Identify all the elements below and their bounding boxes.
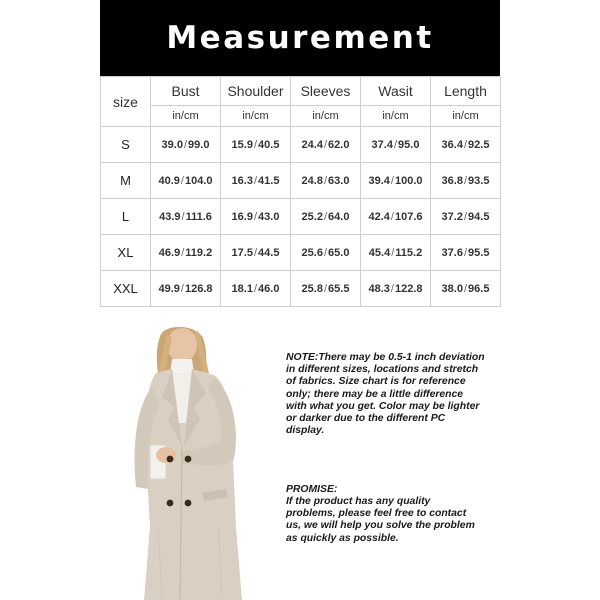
separator: / [253, 282, 258, 295]
separator: / [390, 210, 394, 223]
cm-value: 119.2 [185, 246, 213, 259]
separator: / [323, 138, 328, 151]
inch-value: 18.1 [231, 282, 253, 295]
measurement-cell [151, 271, 221, 307]
column-header-length: Length [431, 77, 501, 106]
separator: / [180, 174, 184, 187]
column-header-sleeves: Sleeves [291, 77, 361, 106]
inch-value: 24.4 [301, 138, 323, 151]
cm-value: 41.5 [258, 174, 280, 187]
size-chart-table [100, 76, 501, 307]
separator: / [393, 138, 398, 151]
measurement-cell [361, 127, 431, 163]
inch-value: 48.3 [368, 282, 390, 295]
cm-value: 115.2 [395, 246, 423, 259]
measurement-cell [151, 199, 221, 235]
measurement-cell [291, 127, 361, 163]
promise-heading: PROMISE: [286, 484, 338, 495]
cm-value: 99.0 [188, 138, 210, 151]
separator: / [390, 174, 394, 187]
cm-value: 62.0 [328, 138, 350, 151]
inch-value: 39.4 [368, 174, 390, 187]
cm-value: 104.0 [184, 174, 213, 187]
measurement-cell [151, 235, 221, 271]
cm-value: 122.8 [394, 282, 423, 295]
size-cell: XXL [101, 271, 151, 307]
cm-value: 65.0 [328, 246, 350, 259]
table-row [101, 127, 501, 163]
inch-value: 40.9 [158, 174, 180, 187]
measurement-cell [151, 127, 221, 163]
inch-value: 24.8 [301, 174, 323, 187]
table-row [101, 235, 501, 271]
inch-value: 25.2 [301, 210, 323, 223]
separator: / [183, 138, 188, 151]
measurement-cell [431, 235, 501, 271]
inch-value: 37.2 [441, 210, 463, 223]
separator: / [323, 246, 328, 259]
unit-label: in/cm [431, 106, 501, 127]
measurement-cell [221, 163, 291, 199]
measurement-cell [291, 235, 361, 271]
measurement-cell [361, 235, 431, 271]
inch-value: 36.4 [441, 138, 463, 151]
measurement-cell [431, 199, 501, 235]
inch-value: 43.9 [159, 210, 181, 223]
column-header-waist: Wasit [361, 77, 431, 106]
table-row [101, 271, 501, 307]
size-cell: L [101, 199, 151, 235]
separator: / [463, 210, 468, 223]
measurement-cell [361, 271, 431, 307]
separator: / [463, 174, 468, 187]
cm-value: 100.0 [394, 174, 423, 187]
inch-value: 16.3 [231, 174, 253, 187]
separator: / [323, 210, 328, 223]
cm-value: 94.5 [468, 210, 490, 223]
inch-value: 17.5 [231, 246, 253, 259]
size-header: size [101, 77, 151, 127]
measurement-cell [291, 199, 361, 235]
table-row [101, 199, 501, 235]
measurement-banner [100, 0, 500, 76]
cm-value: 64.0 [328, 210, 350, 223]
measurement-cell [361, 163, 431, 199]
separator: / [253, 210, 258, 223]
measurement-cell [221, 235, 291, 271]
measurement-cell [221, 271, 291, 307]
cm-value: 95.5 [468, 246, 490, 259]
column-header-shoulder: Shoulder [221, 77, 291, 106]
inch-value: 42.4 [368, 210, 390, 223]
cm-value: 40.5 [258, 138, 280, 151]
measurement-cell [431, 163, 501, 199]
inch-value: 16.9 [231, 210, 253, 223]
cm-value: 126.8 [184, 282, 213, 295]
cm-value: 65.5 [328, 282, 350, 295]
inch-value: 49.9 [158, 282, 180, 295]
size-cell: S [101, 127, 151, 163]
separator: / [463, 246, 468, 259]
measurement-cell [431, 271, 501, 307]
separator: / [390, 282, 394, 295]
cm-value: 92.5 [468, 138, 490, 151]
inch-value: 39.0 [161, 138, 183, 151]
coat-model-illustration [122, 327, 262, 600]
cm-value: 107.6 [394, 210, 423, 223]
size-cell: M [101, 163, 151, 199]
cm-value: 63.0 [328, 174, 350, 187]
inch-value: 25.8 [301, 282, 323, 295]
separator: / [253, 138, 258, 151]
inch-value: 25.6 [301, 246, 323, 259]
inch-value: 45.4 [368, 246, 391, 259]
column-header-bust: Bust [151, 77, 221, 106]
inch-value: 36.8 [441, 174, 463, 187]
measurement-cell [291, 271, 361, 307]
measurement-cell [291, 163, 361, 199]
cm-value: 95.0 [398, 138, 420, 151]
measurement-cell [221, 199, 291, 235]
cm-value: 44.5 [258, 246, 280, 259]
cm-value: 43.0 [258, 210, 280, 223]
inch-value: 37.4 [371, 138, 393, 151]
model-photo [122, 327, 262, 600]
cm-value: 111.6 [185, 210, 212, 223]
size-cell: XL [101, 235, 151, 271]
unit-label: in/cm [291, 106, 361, 127]
measurement-cell [151, 163, 221, 199]
separator: / [180, 282, 184, 295]
separator: / [323, 282, 328, 295]
separator: / [181, 210, 185, 223]
inch-value: 37.6 [441, 246, 463, 259]
table-row [101, 163, 501, 199]
cm-value: 46.0 [258, 282, 280, 295]
inch-value: 15.9 [231, 138, 253, 151]
separator: / [323, 174, 328, 187]
promise-text: If the product has any quality problems, please feel free to contact us, we will help you solve the problem as quickly as possible. [286, 496, 475, 544]
inch-value: 38.0 [441, 282, 463, 295]
measurement-cell [431, 127, 501, 163]
unit-label: in/cm [361, 106, 431, 127]
separator: / [391, 246, 395, 259]
cm-value: 93.5 [468, 174, 490, 187]
separator: / [253, 246, 258, 259]
unit-label: in/cm [221, 106, 291, 127]
unit-label: in/cm [151, 106, 221, 127]
cm-value: 96.5 [468, 282, 490, 295]
separator: / [463, 138, 468, 151]
measurement-cell [221, 127, 291, 163]
measurement-cell [361, 199, 431, 235]
separator: / [463, 282, 468, 295]
separator: / [253, 174, 258, 187]
separator: / [181, 246, 185, 259]
inch-value: 46.9 [158, 246, 181, 259]
banner-title: Measurement [166, 20, 434, 56]
note-text: NOTE:There may be 0.5-1 inch deviation in different sizes, locations and stretch of fabrics. Size chart is for reference only; there may be a little difference with what you get. Color may be lighter or darker due to the different PC display. [286, 352, 485, 437]
